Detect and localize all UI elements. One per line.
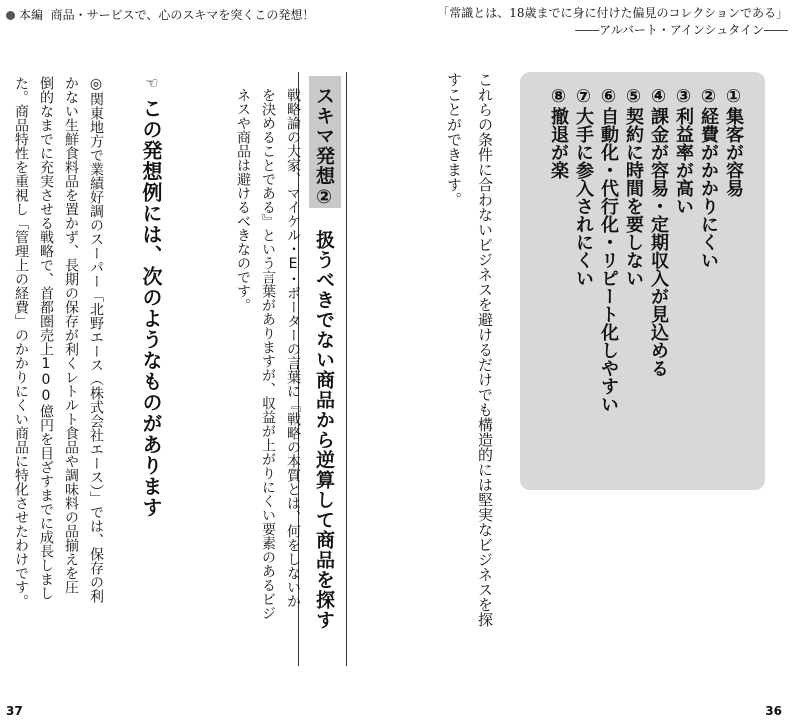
condition-item: ⑥自動化・代行化・リピート化しやすい — [598, 86, 619, 413]
quote-author: ――アルバート・アインシュタイン―― — [575, 23, 788, 37]
pointing-hand-icon: ☜ — [145, 74, 159, 92]
left-page-body — [230, 88, 305, 678]
section-label: スキマ発想② — [313, 86, 335, 209]
condition-item: ⑦大手に参入されにくい — [573, 86, 594, 287]
bullet-icon — [6, 11, 15, 20]
body-line: ネスや商品は避けるべきなのです。 — [235, 88, 251, 312]
section-rule-right — [346, 72, 347, 666]
example-line: 倒的なまでに充実させる戦略で、首都圏売上100億円を目ざすまでに成長しまし — [38, 76, 54, 600]
conditions-box — [520, 72, 765, 490]
condition-item: ②経費がかかりにくい — [698, 86, 719, 269]
quote-text: 「常識とは、18歳までに身に付けた偏見のコレクションである」 — [437, 6, 788, 20]
running-header-quote — [437, 5, 788, 39]
right-page-body — [438, 72, 500, 684]
section-heading: 扱うべきでない商品から逆算して商品を探す — [313, 230, 335, 630]
condition-item: ①集客が容易 — [723, 86, 744, 197]
conditions-list — [545, 72, 765, 481]
page-number-left: 37 — [6, 704, 23, 718]
example-line: ◎関東地方で業績好調のスーパー「北野エース（株式会社エース）」では、保存の利 — [88, 76, 104, 603]
header-tag: 本編 — [19, 8, 44, 22]
header-title: 商品・サービスで、心のスキマを突くこの発想！ — [50, 8, 315, 22]
body-line: これらの条件に合わないビジネスを避けるだけでも構造的には堅実なビジネスを探 — [476, 72, 494, 627]
example-line: かない生鮮食料品を置かず、長期の保存が利くレトルト食品や調味料の品揃えを圧 — [63, 76, 79, 594]
example-heading: この発想例には、次のようなものがあります — [139, 98, 163, 518]
running-header-left — [6, 6, 314, 23]
example-line: た。商品特性を重視し「管理上の経費」のかかりにくい商品に特化させたわけです。 — [13, 76, 29, 608]
body-line: すことができます。 — [445, 72, 463, 207]
body-line: を決めることである』という言葉がありますが、収益が上がりにくい要素のあるビジ — [260, 88, 276, 620]
condition-item: ③利益率が高い — [673, 86, 694, 215]
example-body — [8, 76, 108, 682]
page-number-right: 36 — [765, 704, 782, 718]
condition-item: ④課金が容易・定期収入が見込める — [648, 86, 669, 377]
body-line: 戦略論の大家、マイケル・E・ポーターの言葉に『戦略の本質とは、何をしないか — [285, 88, 301, 608]
condition-item: ⑤契約に時間を要しない — [623, 86, 644, 287]
condition-item: ⑧撤退が楽 — [548, 86, 569, 179]
